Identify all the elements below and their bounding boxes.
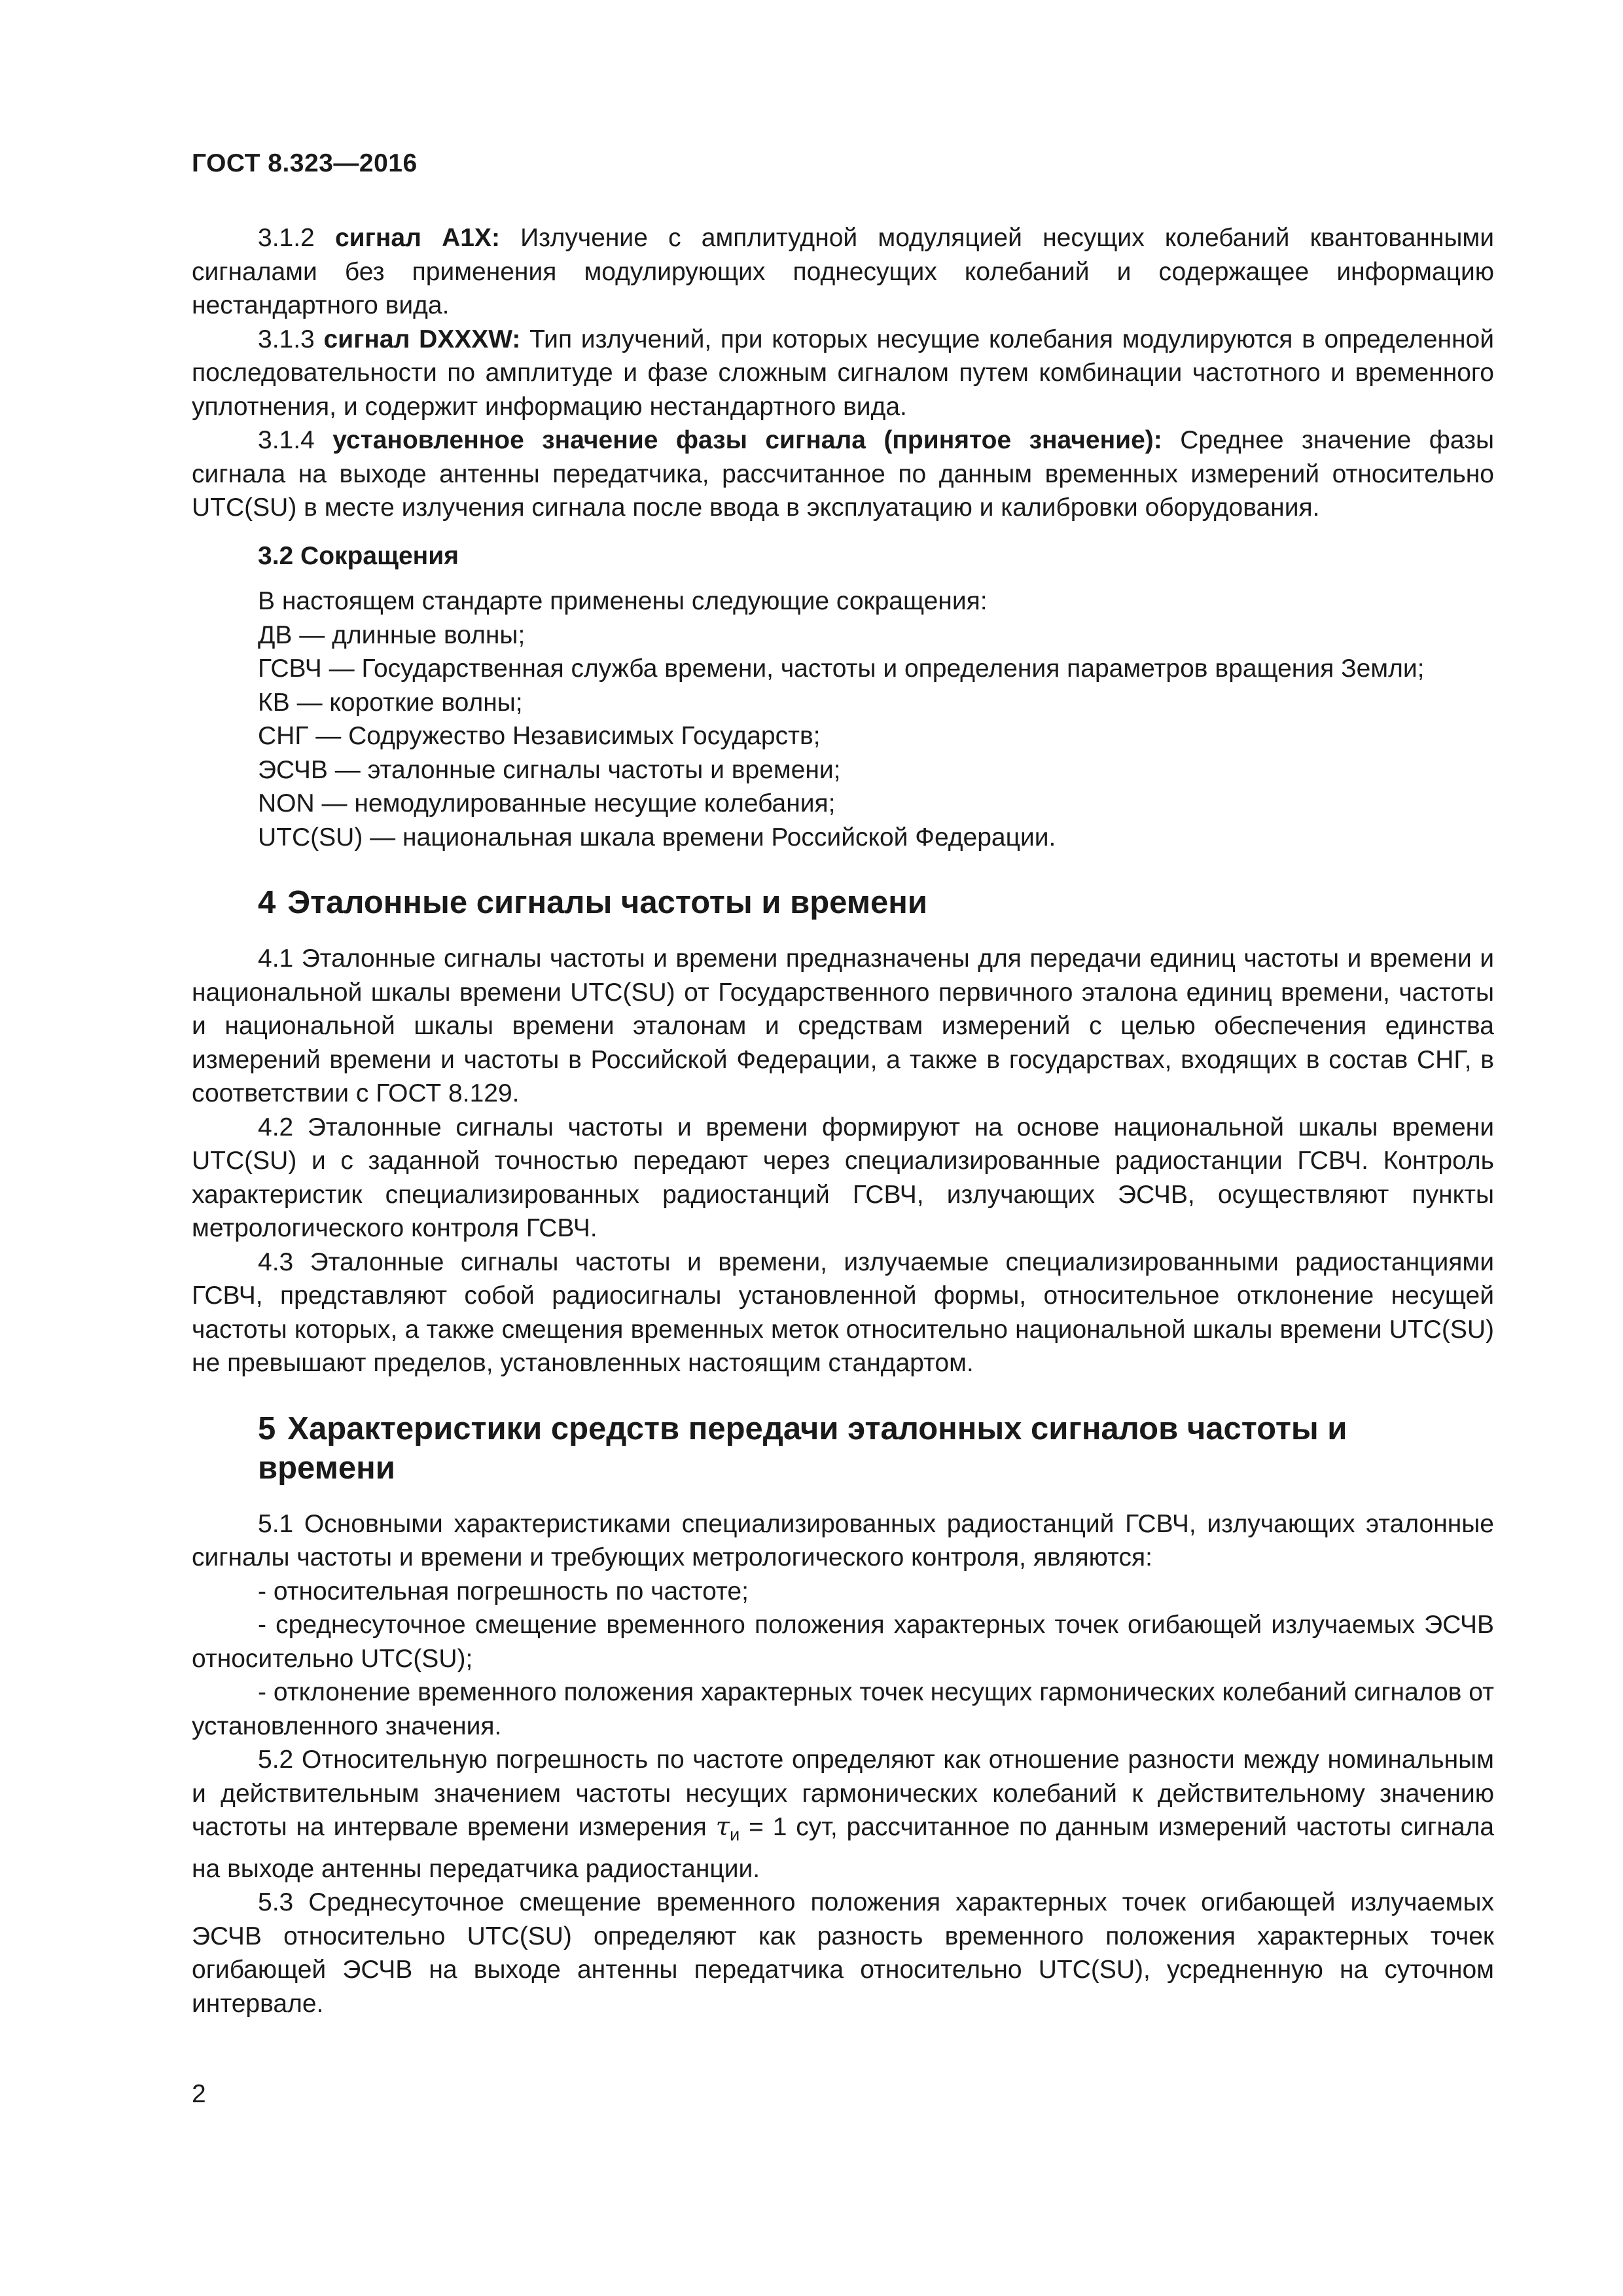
section-4-title xyxy=(258,883,1370,922)
abbreviations-heading: 3.2 Сокращения xyxy=(258,541,459,570)
list-item: - относительная погрешность по частоте; xyxy=(258,1577,749,1605)
section-title-text: Характеристики средств передачи эталонных сигналов частоты и времени xyxy=(258,1410,1347,1486)
term-number: 3.1.4 xyxy=(258,426,315,454)
paragraph-4-3: 4.3 Эталонные сигналы частоты и времени, излучаемые специализированными радиостанциями ГСВЧ, представляют собой радиосигналы установленной формы, относительное отклонение несущей частоты которых, а также смещения временных меток относительно национальной шкалы времени UTC(SU) не превышают пределов, установленных настоящим стандартом. xyxy=(192,1247,1494,1377)
section-number: 5 xyxy=(258,1410,276,1446)
term-3-1-3 xyxy=(192,323,1494,424)
term-name: установленное значение фазы сигнала (принятое значение): xyxy=(332,426,1162,454)
document-header: ГОСТ 8.323—2016 xyxy=(192,149,418,177)
abbreviation-item: NON — немодулированные несущие колебания; xyxy=(258,789,836,817)
paragraph-4-1: 4.1 Эталонные сигналы частоты и времени предназначены для передачи единиц частоты и времени и национальной шкалы времени UTC(SU) от Государственного первичного эталона единиц времени, частоты и национальной шкалы времени эталонам и средствам измерений с целью обеспечения единства измерений времени и частоты в Российской Федерации, а также в государствах, входящих в состав СНГ, в соответствии с ГОСТ 8.129. xyxy=(192,944,1494,1107)
term-definition: Тип излучений, при которых несущие колебания модулируются в определенной последовательности по амплитуде и фазе сложным сигналом путем комбинации частотного и временного уплотнения, и содержит информацию нестандартного вида. xyxy=(192,325,1495,421)
term-number: 3.1.3 xyxy=(258,325,315,353)
term-3-1-4 xyxy=(192,423,1494,525)
paragraph-5-3: 5.3 Среднесуточное смещение временного положения характерных точек огибающей излучаемых ЭСЧВ относительно UTC(SU) определяют как разность временного положения характерных точек огибающей ЭСЧВ на выходе антенны передатчика относительно UTC(SU), усредненную на суточном интервале. xyxy=(192,1888,1494,2018)
section-number: 4 xyxy=(258,885,276,920)
abbreviation-item: СНГ — Содружество Независимых Государств; xyxy=(258,722,821,750)
term-definition: Излучение с амплитудной модуляцией несущих колебаний квантованными сигналами без применения модулирующих поднесущих колебаний и содержащее информацию нестандартного вида. xyxy=(192,224,1495,319)
list-item: - отклонение временного положения характерных точек несущих гармонических колебаний сигналов от установленного значения. xyxy=(192,1678,1494,1740)
abbreviation-item: UTC(SU) — национальная шкала времени Российской Федерации. xyxy=(258,823,1056,852)
abbreviation-item: ГСВЧ — Государственная служба времени, частоты и определения параметров вращения Земли; xyxy=(258,655,1425,683)
term-number: 3.1.2 xyxy=(258,224,315,252)
paragraph-5-1: 5.1 Основными характеристиками специализированных радиостанций ГСВЧ, излучающих эталонные сигналы частоты и времени и требующих метрологического контроля, являются: xyxy=(192,1509,1494,1571)
section-5-title xyxy=(258,1409,1370,1488)
tau-subscript: и xyxy=(730,1825,740,1844)
term-name: сигнал A1X: xyxy=(334,224,500,252)
paragraph-5-2 xyxy=(192,1743,1494,1886)
term-name: сигнал DXXXW: xyxy=(323,325,521,353)
abbreviations-list xyxy=(258,584,1494,854)
term-definition: Среднее значение фазы сигнала на выходе антенны передатчика, рассчитанное по данным временных измерений относительно UTC(SU) в месте излучения сигнала после ввода в эксплуатацию и калибровки оборудования. xyxy=(192,426,1495,522)
abbreviation-item: ЭСЧВ — эталонные сигналы частоты и времени; xyxy=(258,755,841,784)
paragraph-text: 5.2 Относительную погрешность по частоте определяют как отношение разности между номинальным и действительным значением частоты несущих гармонических колебаний к действительному значению частоты на интервале времени измерения xyxy=(192,1746,1494,1841)
paragraph-text: = 1 сут, рассчитанное по данным измерений частоты сигнала на выходе антенны передатчика радиостанции. xyxy=(192,1813,1495,1883)
term-3-1-2 xyxy=(192,221,1494,323)
abbreviations-intro: В настоящем стандарте применены следующие сокращения: xyxy=(258,587,988,615)
section-title-text: Эталонные сигналы частоты и времени xyxy=(287,885,927,920)
tau-symbol: τ xyxy=(715,1812,730,1842)
document-body xyxy=(192,221,1494,2020)
abbreviation-item: ДВ — длинные волны; xyxy=(258,620,526,649)
list-item: - среднесуточное смещение временного положения характерных точек огибающей излучаемых ЭСЧВ относительно UTC(SU); xyxy=(192,1611,1494,1673)
page-number: 2 xyxy=(192,2080,206,2108)
paragraph-4-2: 4.2 Эталонные сигналы частоты и времени формируют на основе национальной шкалы времени UTC(SU) и с заданной точностью передают через специализированные радиостанции ГСВЧ. Контроль характеристик специализированных радиостанций ГСВЧ, излучающих ЭСЧВ, осуществляют пункты метрологического контроля ГСВЧ. xyxy=(192,1113,1494,1242)
abbreviation-item: КВ — короткие волны; xyxy=(258,688,523,717)
